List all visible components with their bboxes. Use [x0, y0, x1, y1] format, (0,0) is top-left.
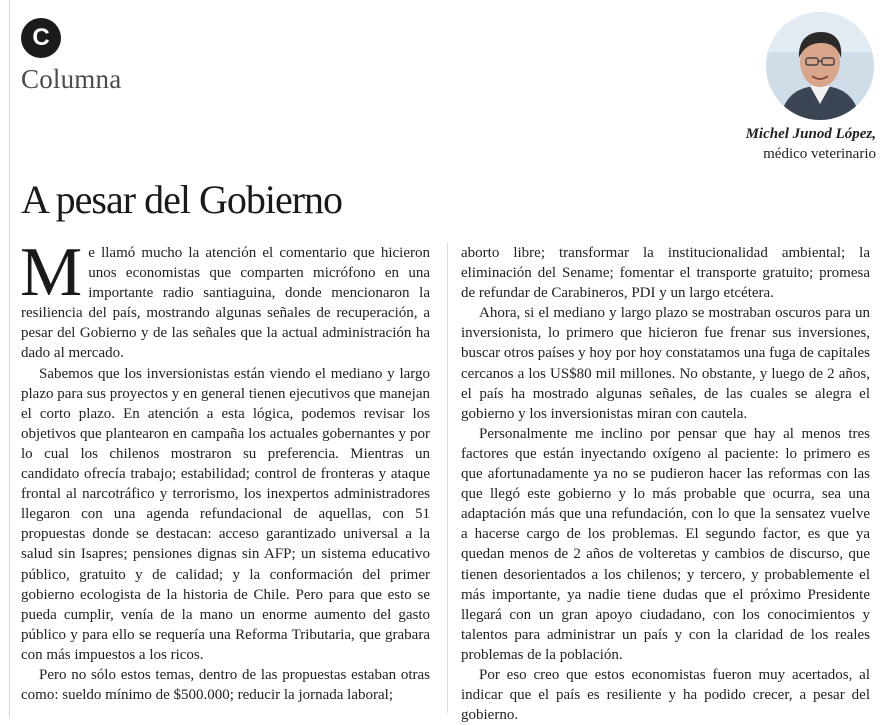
author-byline [746, 124, 876, 164]
article-title: A pesar del Gobierno [21, 177, 343, 222]
article-paragraph: Ahora, si el mediano y largo plazo se mostraban oscuros para un inversionista, lo primero que hicieron fue frenar sus inversiones, buscar otros países y hoy por hoy constatamos una fuga de capitales cercanos a los US$80 mil millones. No obstante, y luego de 2 años, el país ha mostrado algunas señales, de las cuales se alegra el gobierno y los inversionistas miran con cautela. [461, 305, 870, 422]
author-name: Michel Junod López, [745, 126, 876, 142]
article-column-right [461, 243, 870, 725]
paragraph-text: e llamó mucho la atención el comentario que hicieron unos economistas que comparten micrófono en una importante radio santiaguina, donde mencionaron la resiliencia del país, mostrando algunas señales de recuperación, a pesar del Gobierno y de las señales que la actual administración ha dado al mercado. [21, 245, 430, 362]
column-logo-icon: C [21, 18, 61, 58]
article-paragraph [20, 234, 430, 364]
article-column-left [20, 234, 431, 705]
article-paragraph: Sabemos que los inversionistas están viendo el mediano y largo plazo para sus proyectos y en general tienen ejecutivos que manejan el corto plazo. En atención a esta lógica, podemos revisar los objetivos que plantearon en campaña los actuales gobernantes y por lo cual los chilenos mostraron su preferencia. Mientras un candidato ofrecía trabajo; estabilidad; control de fronteras y ataque frontal al narcotráfico y terrorismo, los inexpertos administradores llegaron con una agenda refundacional de aquellas, con 51 propuestas donde se destacan: acceso garantizado universal a la salud sin Isapres; pensiones dignas sin AFP; un sistema educativo público, gratuito y de calidad; y la conformación del primer gobierno ecologista de la historia de Chile. Pero para que esto se pueda cumplir, venía de la mano un enorme aumento del gasto público y para ello se requería una Reforma Tributaria, que grabara con más impuestos a los ricos. [21, 365, 431, 663]
drop-cap: M [20, 234, 83, 311]
author-portrait-icon [766, 12, 874, 120]
page-edge-rule [9, 0, 10, 718]
section-label: Columna [21, 64, 122, 94]
article-paragraph: Personalmente me inclino por pensar que hay al menos tres factores que están inyectando oxígeno al paciente: lo primero es que afortunadamente ya no se pudieron hacer las reformas con las que llegó este gobierno y lo más probable que ocurra, sea una adaptación más que una refundación, con lo que la sensatez vuelve a hacerse cargo de los problemas. El segundo factor, es que ya quedan menos de 2 años de volteretas y cambios de discurso, que tienen desorientados a los chilenos; y tercero, y probablemente el más importante, ya nadie tiene dudas que el próximo Presidente llegará con un gran apoyo ciudadano, con los conocimientos y talentos para administrar un país y con la claridad de los reales problemas de la población. [461, 425, 870, 663]
article-paragraph-continued: aborto libre; transformar la institucionalidad ambiental; la eliminación del Sename; fomentar el transporte gratuito; promesa de refundar de Carabineros, PDI y un largo etcétera. [461, 245, 870, 302]
article-paragraph: Por eso creo que estos economistas fueron muy acertados, al indicar que el país es resiliente y ha podido crecer, a pesar del gobierno. [461, 666, 870, 724]
column-divider [447, 243, 448, 713]
article-paragraph: Pero no sólo estos temas, dentro de las propuestas estaban otras como: sueldo mínimo de $500.000; reducir la jornada laboral; [21, 666, 430, 704]
author-role: médico veterinario [763, 146, 876, 162]
author-photo [766, 12, 874, 120]
